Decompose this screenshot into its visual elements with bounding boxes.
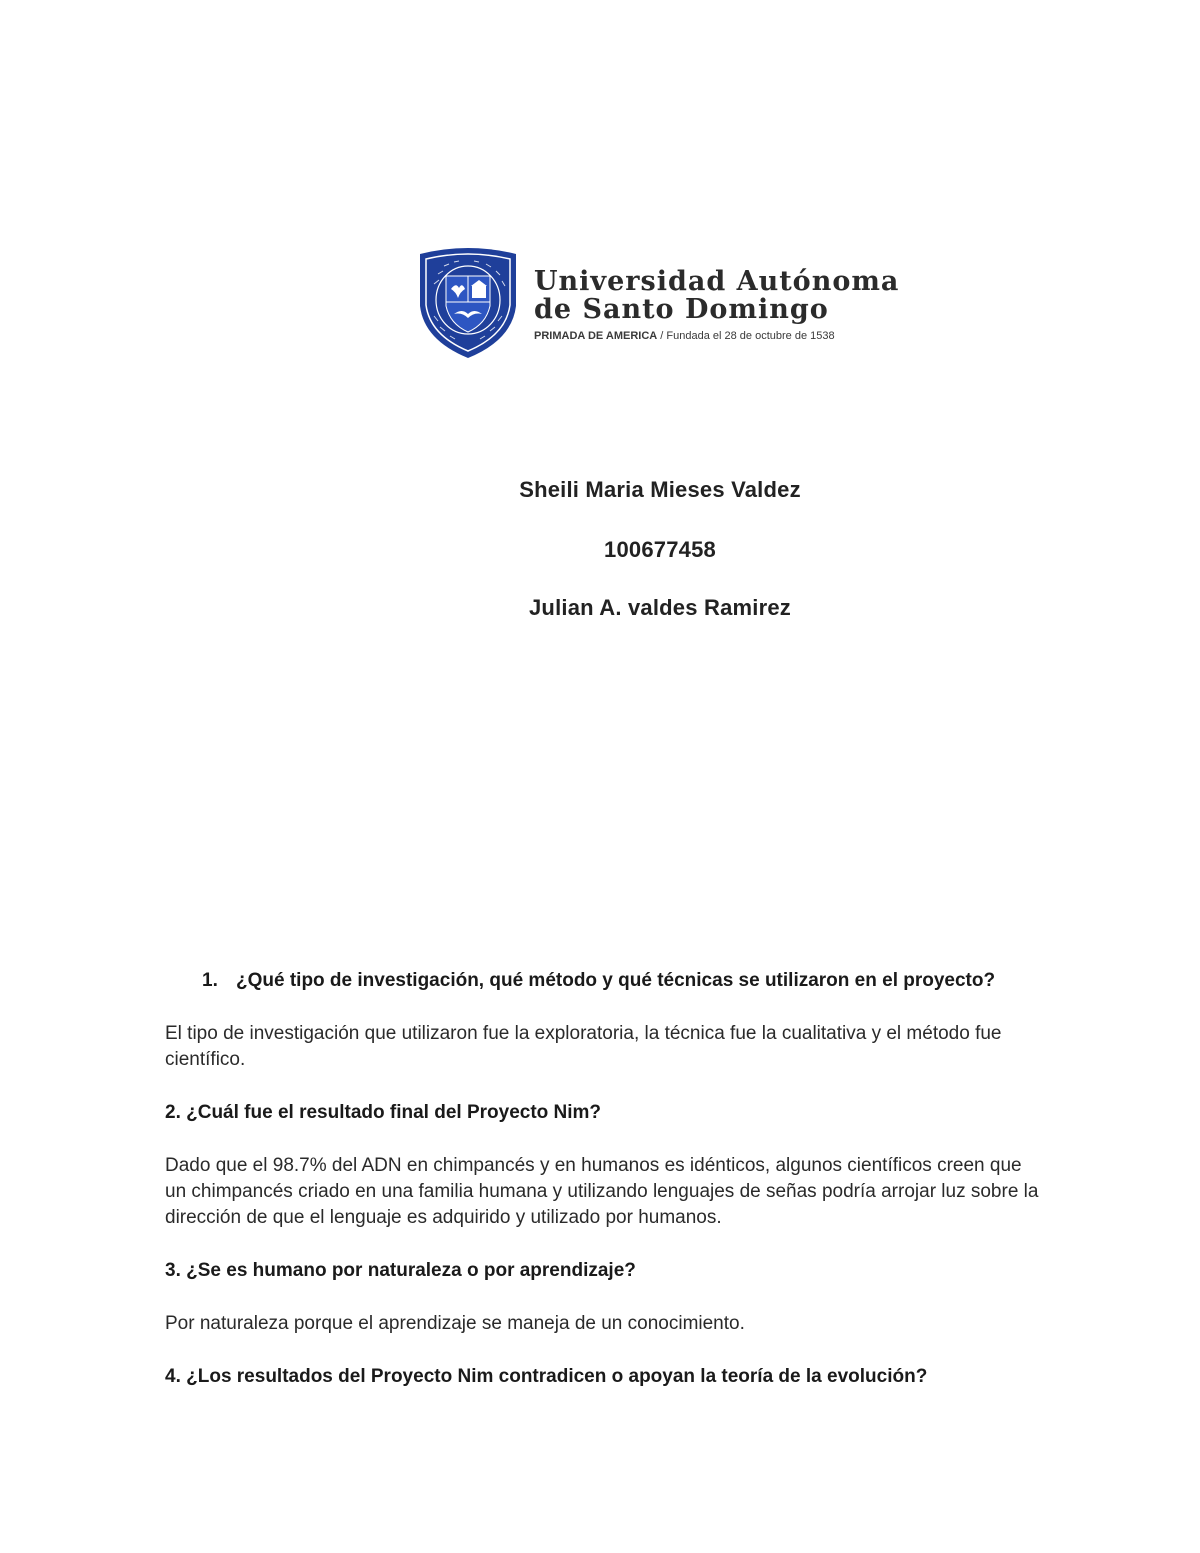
- teacher-name: Julian A. valdes Ramirez: [529, 595, 791, 620]
- answer-1: El tipo de investigación que utilizaron fue la exploratoria, la técnica fue la cualitativa y el método fue científico.: [165, 1023, 1002, 1070]
- student-name: Sheili Maria Mieses Valdez: [519, 477, 801, 502]
- questions-section: [165, 968, 1045, 1417]
- question-2: 2. ¿Cuál fue el resultado final del Proyecto Nim?: [165, 1102, 602, 1123]
- university-name-line2: de Santo Domingo: [534, 294, 829, 325]
- university-name-line1: Universidad Autónoma: [534, 266, 900, 297]
- question-4: 4. ¿Los resultados del Proyecto Nim contradicen o apoyan la teoría de la evolución?: [165, 1366, 928, 1387]
- answer-3: Por naturaleza porque el aprendizaje se maneja de un conocimiento.: [165, 1313, 745, 1334]
- university-tagline: [534, 330, 899, 342]
- university-seal-icon: [412, 244, 524, 360]
- tagline-primada: PRIMADA DE AMERICA: [534, 330, 658, 342]
- university-name-block: [534, 268, 899, 342]
- question-1-text: ¿Qué tipo de investigación, qué método y qué técnicas se utilizaron en el proyecto?: [236, 970, 996, 991]
- student-id: 100677458: [604, 537, 716, 562]
- question-1: [165, 968, 1045, 994]
- question-1-number: 1.: [202, 970, 218, 991]
- tagline-founded: / Fundada el 28 de octubre de 1538: [657, 330, 835, 342]
- answer-2: Dado que el 98.7% del ADN en chimpancés y en humanos es idénticos, algunos científicos creen que un chimpancés criado en una familia humana y utilizando lenguajes de señas podría arrojar luz sobre la dirección de que el lenguaje es adquirido y utilizado por humanos.: [165, 1155, 1039, 1228]
- question-3: 3. ¿Se es humano por naturaleza o por aprendizaje?: [165, 1260, 636, 1281]
- university-logo: [412, 244, 900, 360]
